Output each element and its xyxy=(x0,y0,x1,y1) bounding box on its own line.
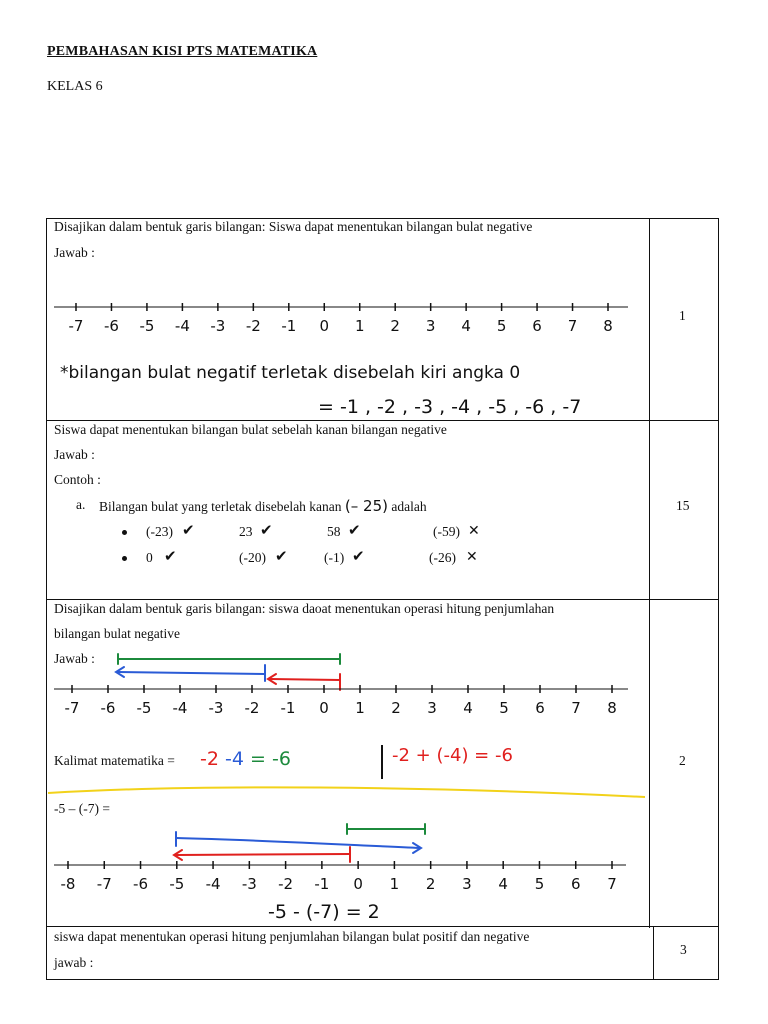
tick-label: 4 xyxy=(461,317,471,335)
tick-label: 4 xyxy=(498,875,508,893)
tick-label: 2 xyxy=(425,875,436,893)
tick-label: 4 xyxy=(463,699,473,717)
tick-label: -5 xyxy=(139,317,155,335)
option-value: (-1) xyxy=(324,550,345,565)
divider-stroke xyxy=(381,745,383,779)
tick-label: -3 xyxy=(241,875,257,893)
tick-label: -4 xyxy=(205,875,221,893)
section3-answer-label: Jawab : xyxy=(54,651,95,666)
blue-arrow-line-2 xyxy=(176,838,420,848)
eq-term-b: -4 xyxy=(225,748,244,770)
yellow-separator xyxy=(48,787,645,797)
check-icon: ✔ xyxy=(348,521,361,539)
tick-label: 2 xyxy=(391,699,401,717)
tick-label: 6 xyxy=(535,699,545,717)
cross-icon: ✕ xyxy=(466,549,478,565)
option-value: 0 xyxy=(146,550,153,565)
blue-arrow-line xyxy=(118,672,265,674)
tick-label: -6 xyxy=(133,875,149,893)
tick-label: -4 xyxy=(172,699,188,717)
tick-label: 5 xyxy=(499,699,509,717)
check-icon: ✔ xyxy=(275,547,288,565)
tick-label: -7 xyxy=(64,699,80,717)
option-value: 58 xyxy=(327,524,341,539)
cross-icon: ✕ xyxy=(468,523,480,539)
check-icon: ✔ xyxy=(164,547,177,565)
tick-label: -1 xyxy=(314,875,330,893)
tick-label: -1 xyxy=(281,317,297,335)
section1-number: 1 xyxy=(679,308,686,323)
option-value: (-20) xyxy=(239,550,266,565)
tick-label: 6 xyxy=(532,317,542,335)
tick-label: -3 xyxy=(210,317,226,335)
section2-prompt: Siswa dapat menentukan bilangan bulat sebelah kanan bilangan negative xyxy=(54,422,447,437)
second-result: -5 - (-7) = 2 xyxy=(268,901,380,923)
tick-label: -2 xyxy=(244,699,260,717)
option-value: (-26) xyxy=(429,550,456,565)
section2-item-marker: a. xyxy=(76,497,86,512)
item-text-before: Bilangan bulat yang terletak disebelah kanan xyxy=(99,499,342,514)
sentence-label: Kalimat matematika = xyxy=(54,753,175,768)
red-arrow-line-2 xyxy=(176,854,350,855)
eq-result: = -6 xyxy=(250,748,291,770)
second-problem: -5 – (-7) = xyxy=(54,801,110,816)
tick-label: 7 xyxy=(567,317,578,335)
section2-number: 15 xyxy=(676,498,690,513)
section3-number: 2 xyxy=(679,753,686,768)
tick-label: -6 xyxy=(103,317,119,335)
section1-answer-label: Jawab : xyxy=(54,245,95,260)
tick-label: -7 xyxy=(68,317,84,335)
section2-example-label: Contoh : xyxy=(54,472,101,487)
equation-2: -2 + (-4) = -6 xyxy=(392,745,513,766)
check-icon: ✔ xyxy=(260,521,273,539)
tick-label: 0 xyxy=(353,875,363,893)
section2-answer-label: Jawab : xyxy=(54,447,95,462)
tick-label: -2 xyxy=(278,875,294,893)
tick-label: -3 xyxy=(208,699,224,717)
section3-prompt-line1: Disajikan dalam bentuk garis bilangan: siswa daoat menentukan operasi hitung penjumlahan xyxy=(54,601,555,616)
tick-label: 6 xyxy=(570,875,581,893)
tick-label: -5 xyxy=(136,699,152,717)
section4-prompt: siswa dapat menentukan operasi hitung penjumlahan bilangan bulat positif dan negative xyxy=(54,929,530,944)
option-value: (-59) xyxy=(433,524,460,539)
section4-answer-label: jawab : xyxy=(54,955,94,970)
tick-label: -8 xyxy=(60,875,76,893)
tick-label: 5 xyxy=(496,317,507,335)
tick-label: -7 xyxy=(96,875,112,893)
tick-label: 0 xyxy=(319,317,330,335)
tick-label: 2 xyxy=(390,317,400,335)
tick-label: 1 xyxy=(389,875,400,893)
tick-label: -2 xyxy=(245,317,261,335)
tick-label: 7 xyxy=(607,875,617,893)
tick-label: -4 xyxy=(174,317,190,335)
tick-label: 3 xyxy=(427,699,437,717)
item-text-after: adalah xyxy=(391,499,427,514)
tick-label: 8 xyxy=(603,317,613,335)
tick-label: 0 xyxy=(319,699,329,717)
option-value: (-23) xyxy=(146,524,173,539)
tick-label: 5 xyxy=(534,875,545,893)
item-value: (– 25) xyxy=(344,497,388,515)
handwritten-note: *bilangan bulat negatif terletak disebelah kiri angka 0 xyxy=(60,363,521,383)
check-icon: ✔ xyxy=(182,521,195,539)
tick-label: 7 xyxy=(571,699,581,717)
tick-label: 3 xyxy=(425,317,436,335)
tick-label: -1 xyxy=(280,699,296,717)
section1-prompt: Disajikan dalam bentuk garis bilangan: Siswa dapat menentukan bilangan bulat negative xyxy=(54,219,533,234)
class-label: KELAS 6 xyxy=(47,79,103,94)
eq-term-a: -2 xyxy=(200,748,219,770)
red-arrow-line xyxy=(270,679,340,680)
document-title: PEMBAHASAN KISI PTS MATEMATIKA xyxy=(47,44,318,59)
tick-label: 1 xyxy=(355,699,365,717)
tick-label: -5 xyxy=(169,875,185,893)
tick-label: -6 xyxy=(100,699,116,717)
section4-number: 3 xyxy=(680,942,687,957)
option-value: 23 xyxy=(239,524,253,539)
check-icon: ✔ xyxy=(352,547,365,565)
equation-1 xyxy=(200,748,291,770)
handwritten-result: = -1 , -2 , -3 , -4 , -5 , -6 , -7 xyxy=(318,396,582,418)
section3-prompt-line2: bilangan bulat negative xyxy=(54,626,180,641)
tick-label: 1 xyxy=(354,317,365,335)
tick-label: 8 xyxy=(607,699,617,717)
tick-label: 3 xyxy=(462,875,472,893)
